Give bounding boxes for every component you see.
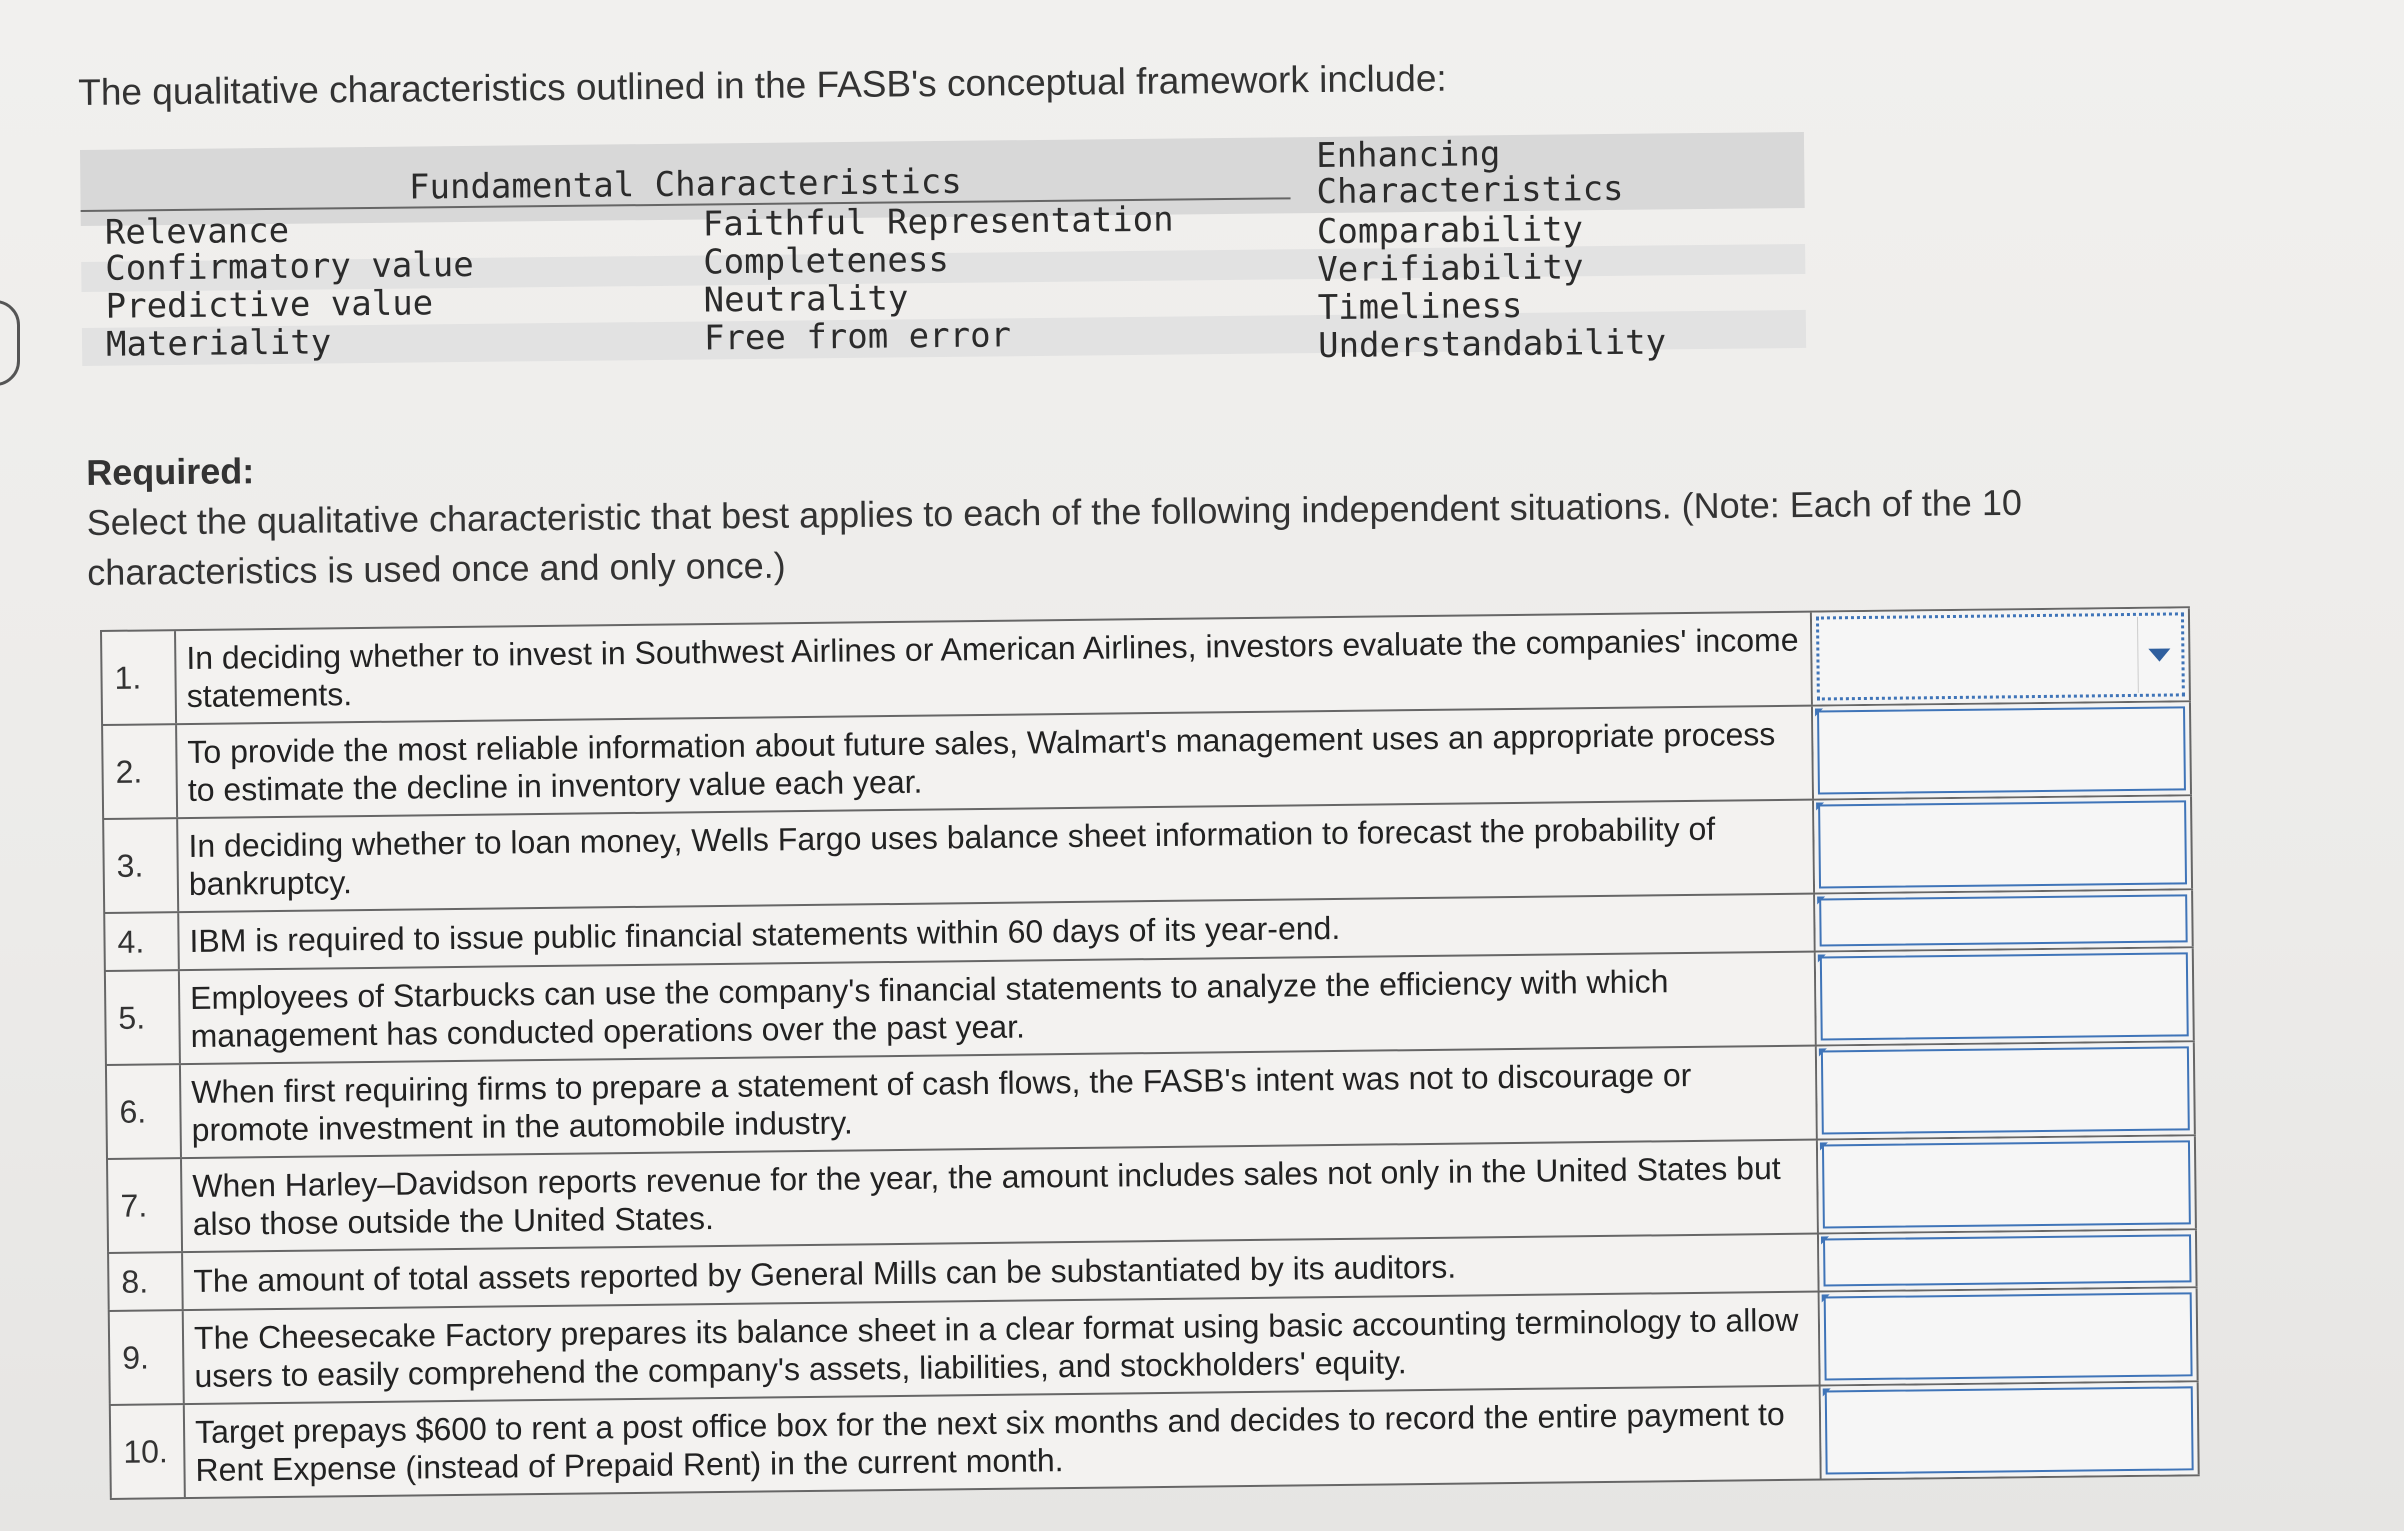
relevance-item: Predictive value [105,283,434,327]
situation-text: Employees of Starbucks can use the company's financial statements to analyze the efficiency with which management has conducted operations over the past year. [180,953,1817,1064]
scroll-edge-indicator [0,300,20,386]
cell-marker-icon [1816,802,1824,810]
characteristic-dropdown[interactable] [1812,608,2191,704]
required-instructions: Select the qualitative characteristic that best applies to each of the following independent situations. (Note: Each of the 10 characteristics is used once and only once.) [86,481,2023,593]
characteristic-dropdown[interactable] [1819,1230,2198,1290]
characteristic-dropdown[interactable] [1818,1136,2197,1232]
row-number: 4. [103,913,180,970]
situation-text: IBM is required to issue public financial statements within 60 days of its year-end. [179,895,1816,970]
chevron-down-icon[interactable] [2148,649,2170,662]
dropdown-field[interactable] [1821,1046,2190,1134]
situation-text: In deciding whether to invest in Southwest Airlines or American Airlines, investors evaluate the companies' income statements. [176,613,1813,724]
dropdown-field[interactable] [1822,1140,2191,1228]
dropdown-field[interactable] [1820,952,2189,1040]
characteristic-dropdown[interactable] [1821,1382,2200,1478]
dropdown-field[interactable] [1819,894,2188,946]
cell-marker-icon [1822,1294,1830,1302]
dropdown-field[interactable] [1823,1234,2192,1286]
relevance-item: Materiality [105,322,332,365]
cell-marker-icon [1821,1236,1829,1244]
faithful-item: Free from error [703,315,1012,359]
dropdown-field[interactable] [1816,612,2185,700]
row-number: 9. [108,1311,185,1404]
situations-table [100,606,2200,1500]
row-number: 10. [109,1405,186,1498]
relevance-item: Confirmatory value [105,244,474,289]
cell-marker-icon [1819,1048,1827,1056]
situation-text: The Cheesecake Factory prepares its balance sheet in a clear format using basic accounting terminology to allow users to easily comprehend the company's assets, liabilities, and stockholders' equity. [184,1293,1821,1404]
situation-text: In deciding whether to loan money, Wells Fargo uses balance sheet information to forecast the probability of bankruptcy. [178,801,1815,912]
relevance-title: Relevance [104,210,290,253]
row-number: 5. [104,971,181,1064]
cell-marker-icon [1818,954,1826,962]
characteristics-table [80,132,1807,400]
situation-text: To provide the most reliable information about future sales, Walmart's management uses an appropriate process to estimate the decline in inventory value each year. [177,707,1814,818]
enhancing-item: Understandability [1317,322,1667,367]
faithful-title: Faithful Representation [702,199,1174,245]
faithful-item: Completeness [703,239,950,283]
characteristic-dropdown[interactable] [1813,702,2192,798]
enhancing-header: Enhancing [1315,134,1501,177]
situation-text: When Harley–Davidson reports revenue for the year, the amount includes sales not only in the United States but also those outside the United States. [182,1141,1819,1252]
required-section [86,426,2207,598]
enhancing-item: Timeliness [1317,285,1523,329]
dropdown-field[interactable] [1818,800,2187,888]
cell-marker-icon [1817,896,1825,904]
characteristic-dropdown[interactable] [1814,796,2193,892]
cell-marker-icon [1823,1388,1831,1396]
faithful-item: Neutrality [703,278,909,321]
characteristic-dropdown[interactable] [1815,890,2194,950]
enhancing-header: Characteristics [1316,168,1624,213]
cell-marker-icon [1820,1142,1828,1150]
intro-text: The qualitative characteristics outlined in the FASB's conceptual framework include: [78,57,1447,113]
characteristic-dropdown[interactable] [1816,948,2195,1044]
dropdown-field[interactable] [1825,1386,2194,1474]
situation-text: Target prepays $600 to rent a post office box for the next six months and decides to record the entire payment to Rent Expense (instead of Prepaid Rent) in the current month. [185,1387,1822,1498]
situation-text: When first requiring firms to prepare a statement of cash flows, the FASB's intent was not to discourage or promote investment in the automobile industry. [181,1047,1818,1158]
fundamental-header: Fundamental Characteristics [80,159,1290,212]
situation-text: The amount of total assets reported by General Mills can be substantiated by its auditors. [183,1235,1820,1310]
row-number: 6. [105,1065,182,1158]
row-number: 8. [107,1253,184,1310]
required-title: Required: [86,450,255,493]
characteristic-dropdown[interactable] [1820,1288,2199,1384]
dropdown-field[interactable] [1817,706,2186,794]
characteristic-dropdown[interactable] [1817,1042,2196,1138]
enhancing-item: Comparability [1316,209,1584,253]
cell-marker-icon [1815,708,1823,716]
row-number: 3. [102,819,179,912]
row-number: 7. [106,1159,183,1252]
dropdown-field[interactable] [1824,1292,2193,1380]
row-number: 1. [100,631,177,724]
row-number: 2. [101,725,178,818]
enhancing-item: Verifiability [1317,247,1584,291]
